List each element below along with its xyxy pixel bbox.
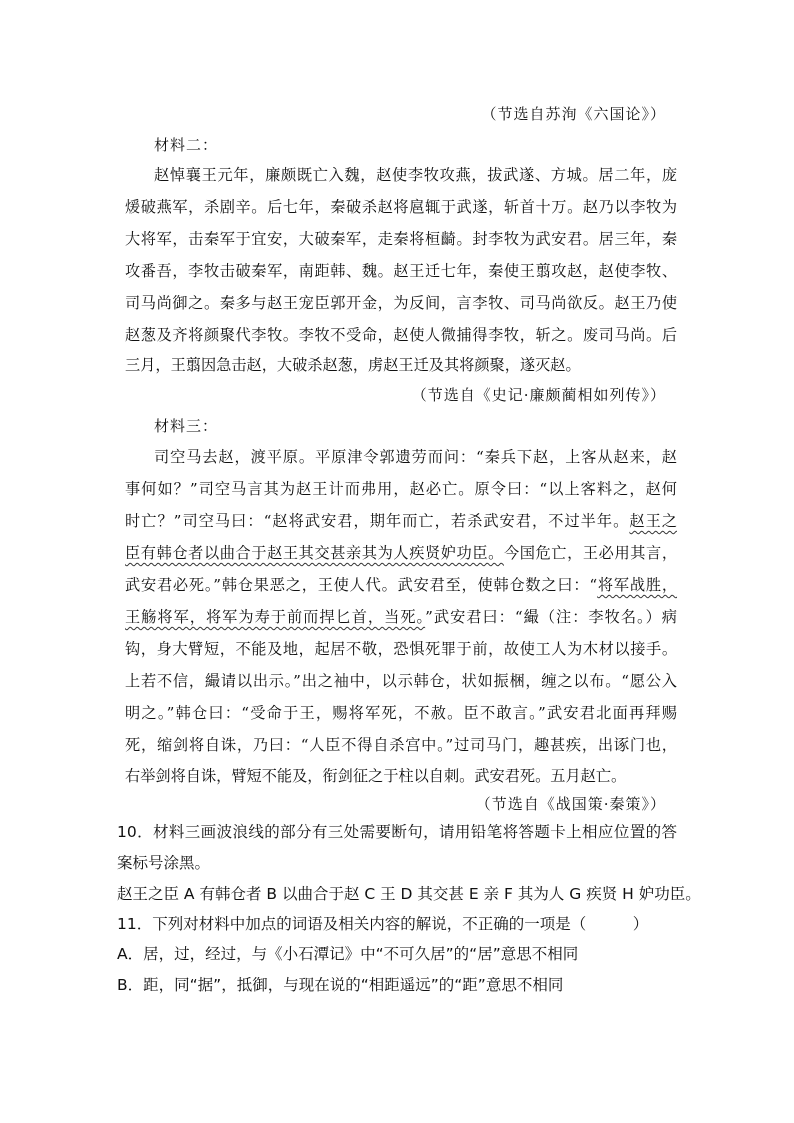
plain-text: 今国危亡，王必用其言， xyxy=(503,544,678,562)
material3-line: 司空马去赵，渡平原。平原津令郭遗劳而问：“秦兵下赵，上客从赵来，赵 xyxy=(154,448,677,466)
question-10-sentence: 赵王之臣 A 有韩仓者 B 以曲合于赵 C 王 D 其交甚 E 亲 F 其为人 G 疾贤 H 妒功臣。 xyxy=(117,885,701,903)
material3-line: 事何如？”司空马言其为赵王计而弗用，赵必亡。原令曰：“以上客料之，赵何 xyxy=(125,480,677,498)
plain-text: 时亡？”司空马曰：“赵将武安君，期年而亡，若杀武安君，不过半年。 xyxy=(125,512,630,530)
question-10-stem: 10．材料三画波浪线的部分有三处需要断句，请用铅笔将答题卡上相应位置的答 xyxy=(117,823,677,841)
material3-heading: 材料三： xyxy=(154,417,219,435)
question-11-option-a: A．居，过，经过，与《小石潭记》中“不可久居”的“居”意思不相同 xyxy=(117,945,579,963)
material3-line xyxy=(125,607,677,627)
plain-text: ”武安君曰：“繓（注：李牧名。）病 xyxy=(425,608,677,626)
question-11-stem: 11．下列对材料中加点的词语及相关内容的解说，不正确的一项是（ ） xyxy=(117,915,649,933)
source-note-zhanguoce: （节选自《战国策·秦策》） xyxy=(475,795,666,813)
material2-line: 攻番吾，李牧击破秦军，南距韩、魏。赵王迁七年，秦使王翦攻赵，赵使李牧、 xyxy=(125,262,677,280)
material3-line: 钩，身大臂短，不能及地，起居不敬，恐惧死罪于前，故使工人为木材以接手。 xyxy=(125,640,677,658)
source-note-liuguolun: （节选自苏洵《六国论》） xyxy=(481,105,666,123)
wavy-underlined-text: 王觞将军，将军为寿于前而捍匕首，当死。 xyxy=(125,608,426,626)
material3-line: 右举剑将自诛，臂短不能及，衔剑征之于柱以自刺。武安君死。五月赵亡。 xyxy=(125,767,627,785)
question-11-option-b: B．距，同“据”，抵御，与现在说的“相距遥远”的“距”意思不相同 xyxy=(117,976,564,994)
question-10-stem-cont: 案标号涂黑。 xyxy=(117,854,211,872)
wavy-underlined-text: 臣有韩仓者以曲合于赵王其交甚亲其为人疾贤妒功臣。 xyxy=(125,544,504,562)
material3-line xyxy=(125,511,677,531)
material2-line: 三月，王翦因急击赵，大破杀赵葱，虏赵王迁及其将颜聚，遂灭赵。 xyxy=(125,356,581,374)
wavy-underlined-text: 将军战胜， xyxy=(597,576,678,594)
material3-line: 死，缩剑将自诛，乃曰：“人臣不得自杀宫中。”过司马门，趣甚疾，出诼门也， xyxy=(125,736,677,754)
source-note-shiji: （节选自《史记·廉颇蔺相如列传》） xyxy=(411,386,666,404)
material2-line: 煖破燕军，杀剧辛。后七年，秦破杀赵将扈辄于武遂，斩首十万。赵乃以李牧为 xyxy=(125,198,677,216)
material2-line: 大将军，击秦军于宜安，大破秦军，走秦将桓齮。封李牧为武安君。居三年，秦 xyxy=(125,230,677,248)
material2-line: 司马尚御之。秦多与赵王宠臣郭开金，为反间，言李牧、司马尚欲反。赵王乃使 xyxy=(125,294,677,312)
material2-heading: 材料二： xyxy=(154,136,219,154)
material3-line: 上若不信，繓请以出示。”出之袖中，以示韩仓，状如振梱，缠之以布。“愿公入 xyxy=(125,672,677,690)
material3-line xyxy=(125,575,677,595)
material3-line: 明之。”韩仓曰：“受命于王，赐将军死，不赦。臣不敢言。”武安君北面再拜赐 xyxy=(125,704,677,722)
material3-line xyxy=(125,543,677,563)
material2-line: 赵葱及齐将颜聚代李牧。李牧不受命，赵使人微捕得李牧，斩之。废司马尚。后 xyxy=(125,326,677,344)
plain-text: 武安君必死。”韩仓果恶之，王使人代。武安君至，使韩仓数之曰：“ xyxy=(125,576,598,594)
material2-line: 赵悼襄王元年，廉颇既亡入魏，赵使李牧攻燕，拔武遂、方城。居二年，庞 xyxy=(154,166,677,184)
wavy-underlined-text: 赵王之 xyxy=(629,512,677,530)
